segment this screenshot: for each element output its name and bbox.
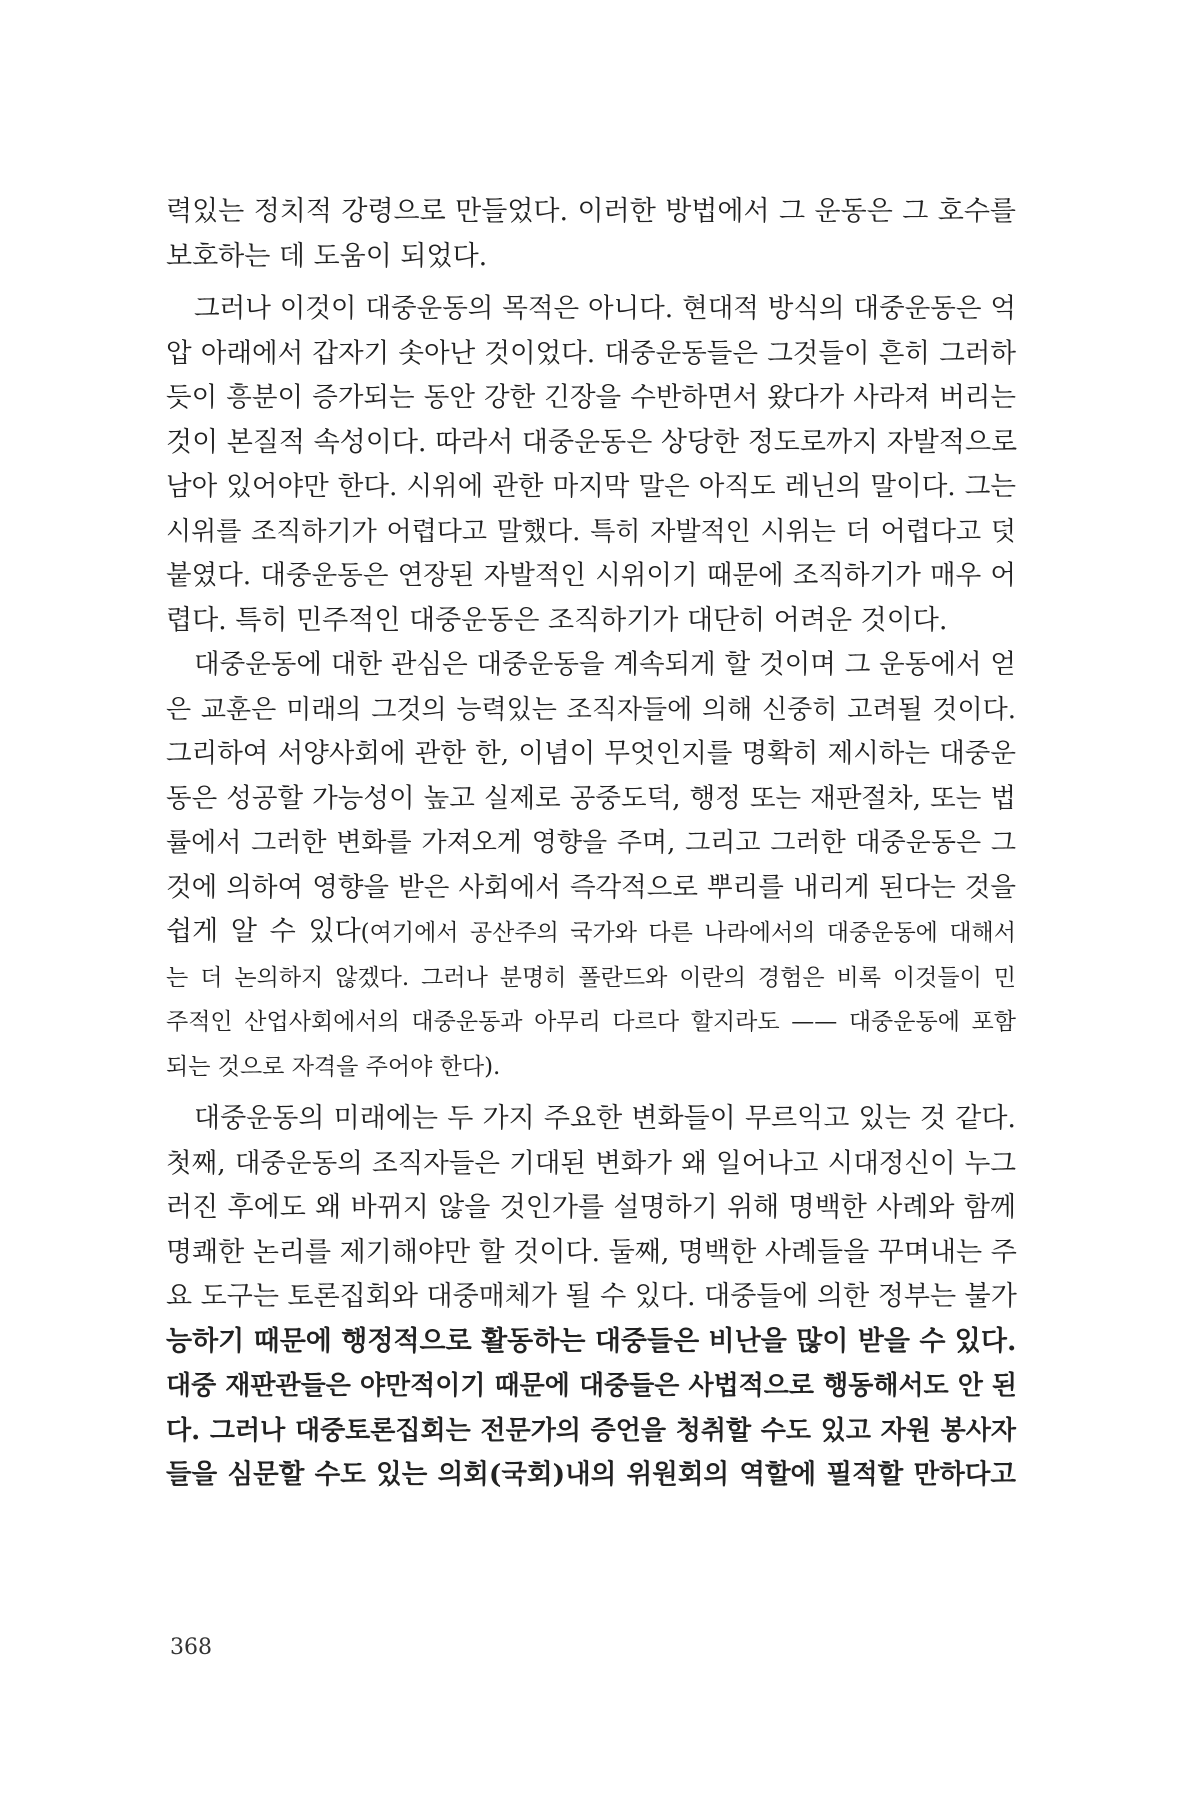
text-line: 그리하여 서양사회에 관한 한, 이념이 무엇인지를 명확히 제시하는 대중운	[166, 738, 1016, 769]
text-line: 것에 의하여 영향을 받은 사회에서 즉각적으로 뿌리를 내리게 된다는 것을	[166, 871, 1016, 903]
body-text	[166, 190, 1016, 1498]
page-number: 368	[170, 1635, 212, 1660]
parenthetical-text-line: 는 더 논의하지 않겠다. 그러나 분명히 폴란드와 이란의 경험은 비록 이것들이 민	[166, 964, 1016, 991]
parenthetical-text-segment: (여기에서 공산주의 국가와 다른 나라에서의 대중운동에 대해서	[360, 920, 1016, 946]
text-line: 능하기 때문에 행정적으로 활동하는 대중들은 비난을 많이 받을 수 있다.	[166, 1325, 1017, 1357]
paragraph-1	[166, 190, 1016, 279]
text-line: 동은 성공할 가능성이 높고 실제로 공중도덕, 행정 또는 재판절차, 또는 법	[166, 782, 1016, 814]
text-line: 력있는 정치적 강령으로 만들었다. 이러한 방법에서 그 운동은 그 호수를	[166, 196, 1016, 227]
parenthetical-text-line: 되는 것으로 자격을 주어야 한다).	[166, 1053, 501, 1080]
text-line: 명쾌한 논리를 제기해야만 할 것이다. 둘째, 명백한 사례들을 꾸며내는 주	[166, 1236, 1017, 1268]
paragraph-gap	[166, 1089, 1016, 1097]
text-line: 것이 본질적 속성이다. 따라서 대중운동은 상당한 정도로까지 자발적으로	[166, 426, 1018, 458]
text-line: 들을 심문할 수도 있는 의회(국회)내의 위원회의 역할에 필적할 만하다고	[166, 1459, 1016, 1490]
text-line: 은 교훈은 미래의 그것의 능력있는 조직자들에 의해 신중히 고려될 것이다.	[166, 694, 1016, 725]
paragraph-2	[166, 287, 1016, 643]
paragraph-4	[166, 1097, 1016, 1498]
text-line: 대중 재판관들은 야만적이기 때문에 대중들은 사법적으로 행동해서도 안 된	[166, 1371, 1018, 1401]
text-line: 렵다. 특히 민주적인 대중운동은 조직하기가 대단히 어려운 것이다.	[166, 604, 948, 636]
text-line: 러진 후에도 왜 바뀌지 않을 것인가를 설명하기 위해 명백한 사례와 함께	[166, 1192, 1016, 1223]
paragraph-gap	[166, 279, 1016, 287]
text-line: 다. 그러나 대중토론집회는 전문가의 증언을 청취할 수도 있고 자원 봉사자	[166, 1415, 1016, 1446]
text-line: 압 아래에서 갑자기 솟아난 것이었다. 대중운동들은 그것들이 흔히 그러하	[166, 337, 1016, 369]
text-line: 붙였다. 대중운동은 연장된 자발적인 시위이기 때문에 조직하기가 매우 어	[166, 560, 1016, 591]
text-line: 률에서 그러한 변화를 가져오게 영향을 주며, 그리고 그러한 대중운동은 그	[166, 828, 1016, 858]
text-line: 시위를 조직하기가 어렵다고 말했다. 특히 자발적인 시위는 더 어렵다고 덧	[166, 516, 1016, 547]
text-line: 보호하는 데 도움이 되었다.	[166, 240, 488, 272]
text-line: 듯이 흥분이 증가되는 동안 강한 긴장을 수반하면서 왔다가 사라져 버리는	[166, 382, 1016, 413]
mixed-text-line	[166, 910, 1016, 956]
text-line: 그러나 이것이 대중운동의 목적은 아니다. 현대적 방식의 대중운동은 억	[194, 293, 1016, 324]
text-line: 요 도구는 토론집회와 대중매체가 될 수 있다. 대중들에 의한 정부는 불가	[166, 1281, 1017, 1312]
text-line: 첫째, 대중운동의 조직자들은 기대된 변화가 왜 일어나고 시대정신이 누그	[166, 1147, 1016, 1179]
paragraph-3	[166, 643, 1016, 1089]
text-segment: 쉽게 알 수 있다	[166, 916, 361, 947]
text-line: 대중운동에 대한 관심은 대중운동을 계속되게 할 것이며 그 운동에서 얻	[194, 649, 1016, 680]
parenthetical-text-line: 주적인 산업사회에서의 대중운동과 아무리 다르다 할지라도 —— 대중운동에 포함	[166, 1009, 1016, 1035]
text-line: 대중운동의 미래에는 두 가지 주요한 변화들이 무르익고 있는 것 같다.	[194, 1103, 1016, 1134]
text-line: 남아 있어야만 한다. 시위에 관한 마지막 말은 아직도 레닌의 말이다. 그는	[166, 471, 1016, 502]
